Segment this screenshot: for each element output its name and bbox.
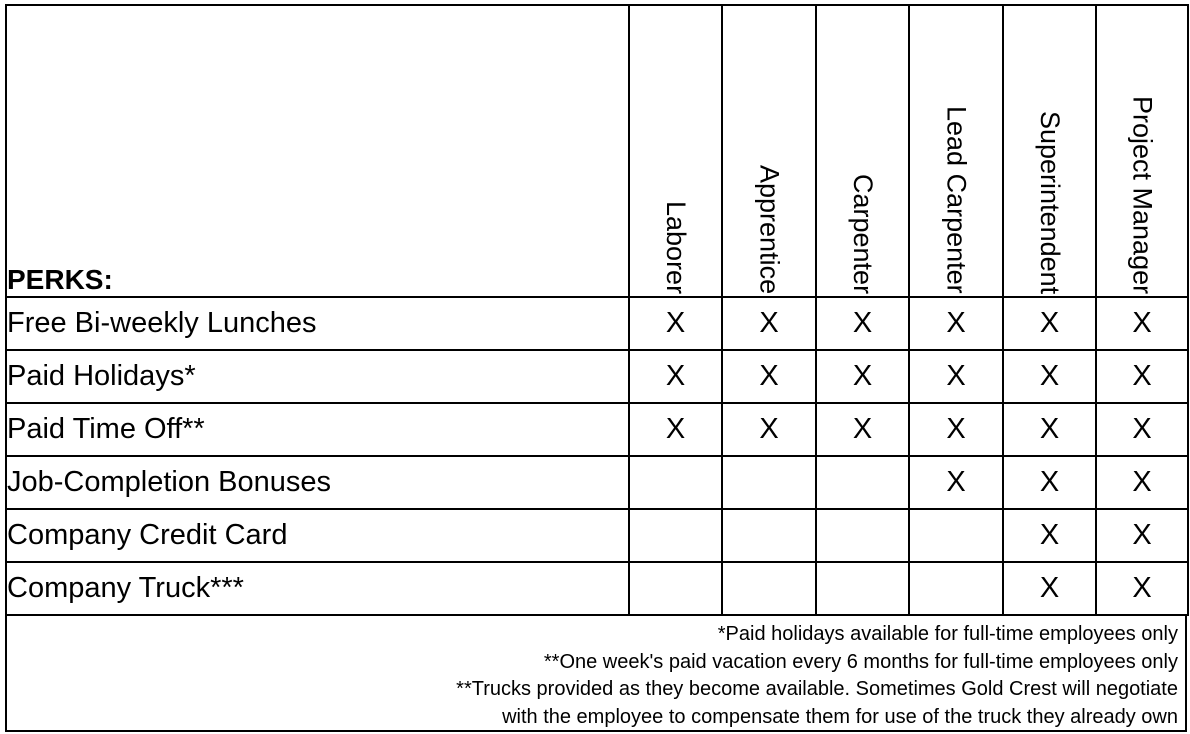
perk-mark — [722, 456, 816, 509]
footnote-trucks: **Trucks provided as they become available. Sometimes Gold Crest will negotiate — [456, 678, 1178, 700]
table-row — [6, 562, 1188, 615]
role-header-project-manager — [1096, 5, 1188, 297]
perk-mark: X — [909, 297, 1003, 350]
perk-mark — [629, 509, 722, 562]
perk-mark: X — [1003, 456, 1096, 509]
perk-mark: X — [1096, 562, 1188, 615]
perk-mark: X — [722, 403, 816, 456]
perk-label: Company Truck*** — [6, 562, 629, 615]
role-header-laborer — [629, 5, 722, 297]
perk-mark: X — [1003, 509, 1096, 562]
perk-mark: X — [909, 456, 1003, 509]
role-label: Apprentice — [754, 164, 785, 294]
perk-mark — [909, 562, 1003, 615]
perk-mark: X — [629, 297, 722, 350]
perks-heading: PERKS: — [6, 5, 629, 297]
perk-mark: X — [909, 350, 1003, 403]
table-row — [6, 403, 1188, 456]
perk-mark: X — [1096, 403, 1188, 456]
perk-mark — [816, 509, 909, 562]
perk-mark: X — [629, 403, 722, 456]
perk-mark: X — [1003, 403, 1096, 456]
perk-mark: X — [909, 403, 1003, 456]
perk-mark — [629, 562, 722, 615]
perk-mark: X — [629, 350, 722, 403]
footnotes — [5, 614, 1187, 732]
role-label: Carpenter — [848, 173, 878, 294]
perk-mark — [909, 509, 1003, 562]
perk-mark: X — [816, 297, 909, 350]
footnote-paid-holidays: *Paid holidays available for full-time employees only — [717, 623, 1178, 645]
perk-mark — [816, 456, 909, 509]
perk-label: Paid Holidays* — [6, 350, 629, 403]
perk-mark: X — [1003, 350, 1096, 403]
perk-mark: X — [816, 350, 909, 403]
footnote-trucks-continued: with the employee to compensate them for use of the truck they already own — [502, 705, 1178, 728]
role-label: Lead Carpenter — [941, 106, 972, 294]
perk-mark: X — [1096, 509, 1188, 562]
perk-mark: X — [1096, 297, 1188, 350]
table-row — [6, 297, 1188, 350]
perk-mark: X — [1003, 297, 1096, 350]
perk-mark — [629, 456, 722, 509]
perk-mark: X — [1096, 350, 1188, 403]
perk-mark: X — [1003, 562, 1096, 615]
perk-mark: X — [1096, 456, 1188, 509]
role-header-apprentice — [722, 5, 816, 297]
perks-table — [5, 4, 1189, 616]
perk-label: Job-Completion Bonuses — [6, 456, 629, 509]
role-label: Superintendent — [1035, 110, 1065, 294]
perk-mark: X — [816, 403, 909, 456]
table-row — [6, 350, 1188, 403]
perk-label: Paid Time Off** — [6, 403, 629, 456]
table-row — [6, 509, 1188, 562]
table-row — [6, 456, 1188, 509]
perk-label: Free Bi-weekly Lunches — [6, 297, 629, 350]
role-header-lead-carpenter — [909, 5, 1003, 297]
perk-mark: X — [722, 350, 816, 403]
perk-label: Company Credit Card — [6, 509, 629, 562]
header-row — [6, 5, 1188, 297]
perk-mark — [722, 509, 816, 562]
role-header-carpenter — [816, 5, 909, 297]
perk-mark: X — [722, 297, 816, 350]
footnote-paid-time-off: **One week's paid vacation every 6 months for full-time employees only — [543, 650, 1178, 673]
role-header-superintendent — [1003, 5, 1096, 297]
role-label: Project Manager — [1127, 95, 1158, 294]
perk-mark — [816, 562, 909, 615]
perk-mark — [722, 562, 816, 615]
role-label: Laborer — [661, 200, 691, 294]
